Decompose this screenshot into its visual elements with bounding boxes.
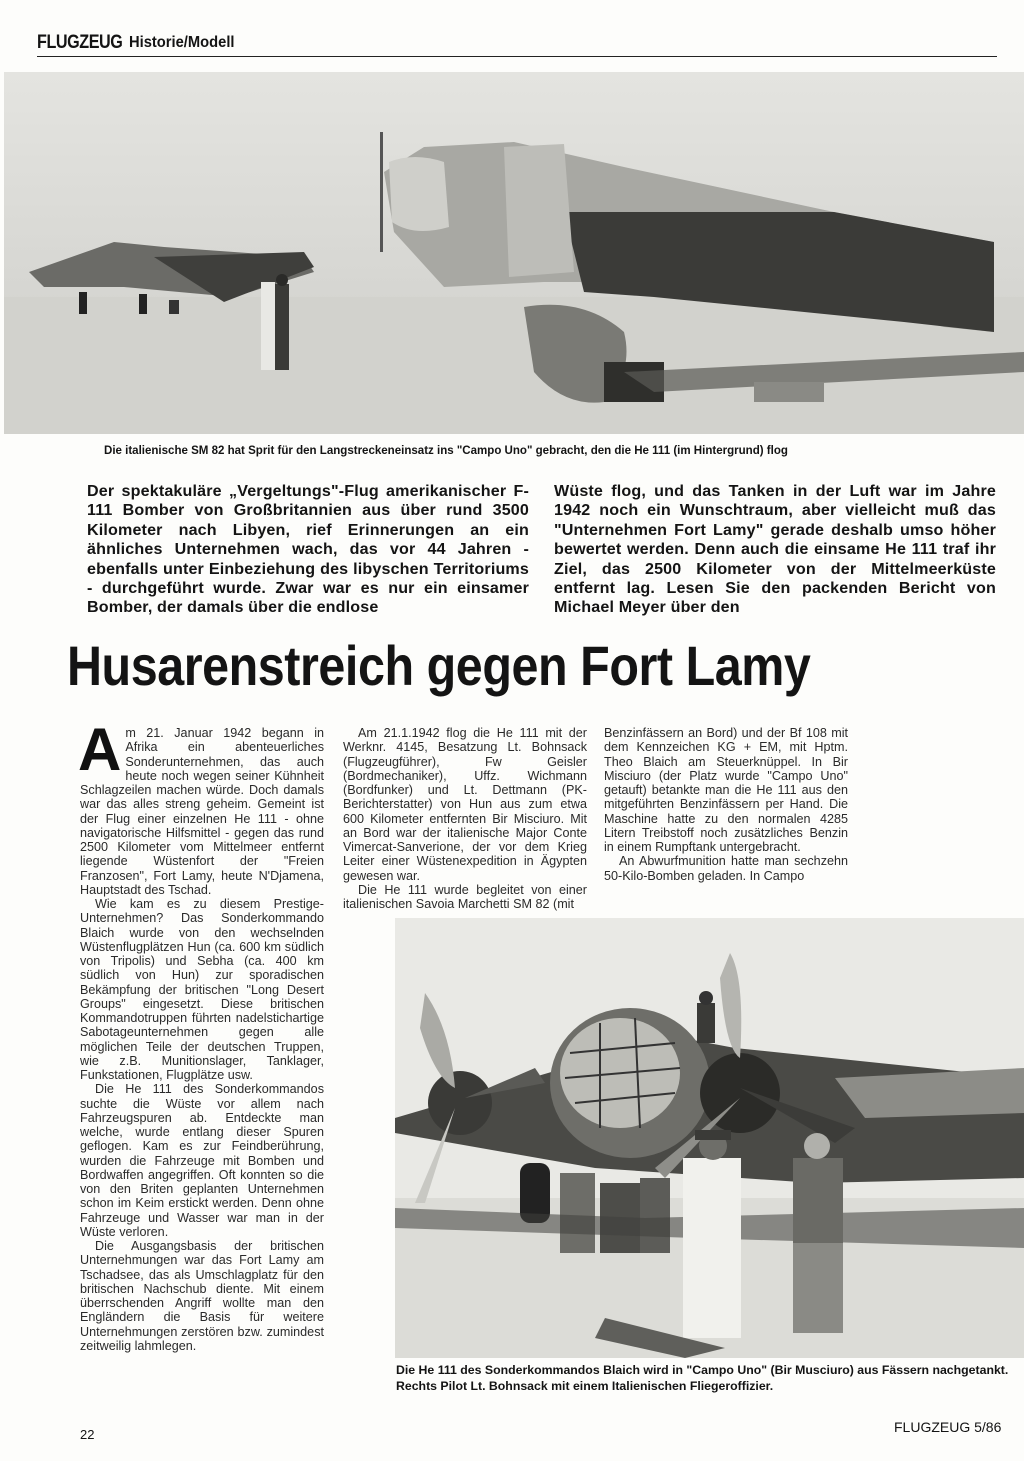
body-column-3 (604, 726, 848, 883)
section-label: Historie/Modell (129, 34, 235, 51)
body-paragraph: Die He 111 des Sonderkommandos suchte die Wüste vor allem nach Fahrzeugspuren ab. Entdeckte man welche, wurde entlang dieser Spuren geflogen. Kam es zur Feindberührung, wurden die Fahrzeuge mit Bomben und Bordwaffen angegriffen. Oft konnten so die von den Briten geplanten Unternehmen schon im Keim erstickt werden. Denn ohne Fahrzeuge und Wasser war man in der Wüste verloren. (80, 1082, 324, 1239)
body-column-1 (78, 716, 324, 1353)
body-paragraph: Benzinfässern an Bord) und der Bf 108 mit dem Kennzeichen KG + EM, mit Hptm. Theo Blaich am Steuerknüppel. In Bir Misciuro (der Platz wurde "Campo Uno" getauft) betankte man die He 111 aus den mitgeführten Benzinfässern per Hand. Die Maschine hatte zu den normalen 4285 Litern Treibstoff noch zusätzliches Benzin in einem Rumpftank untergebracht. (604, 726, 848, 854)
dropcap: A (78, 716, 122, 783)
page-header (37, 30, 997, 57)
body-paragraph: Wie kam es zu diesem Prestige-Unternehmen? Das Sonderkommando Blaich wurde von den wechselnden Wüstenflugplätzen Hun (ca. 600 km südlich von Tripolis) und Sebha (ca. 400 km südlich von Hun) zur sporadischen Bekämpfung der britischen "Long Desert Groups" eingesetzt. Diese britischen Kommandotruppen führten nadelstichartige Sabotageunternehmen gegen alle möglichen Teile der deutschen Truppen, wie z.B. Munitionslager, Tanklager, Funkstationen, Flugplätze usw. (80, 897, 324, 1082)
photo-sm82-illustration (4, 72, 1024, 434)
body-text: m 21. Januar 1942 begann in Afrika ein abenteuerliches Sonderunternehmen, das auch heute noch wegen seiner Kühnheit Schlagzeilen machen würde. Doch damals war das alles streng geheim. Gemeint ist der Flug einer einzelnen He 111 - ohne navigatorische Hilfsmittel - gegen das rund 2500 Kilometer vom Mittelmeer entfernt liegende Wüstenfort der "Freien Franzosen", Fort Lamy, heute N'Djamena, Hauptstadt des Tschad. (80, 726, 324, 897)
page-number: 22 (80, 1427, 95, 1442)
body-paragraph: Die Ausgangsbasis der britischen Unternehmungen war das Fort Lamy am Tschadsee, das als Umschlagplatz für den britischen Nachschub diente. Mit einem überrschenden Angriff wollte man den Engländern die Basis für weitere Unternehmungen zerstören bzw. zumindest zeitweilig lahmlegen. (80, 1239, 324, 1353)
body-column-2 (343, 726, 587, 911)
photo-he111-illustration (395, 918, 1024, 1358)
body-paragraph: Die He 111 wurde begleitet von einer italienischen Savoia Marchetti SM 82 (mit (343, 882, 587, 911)
photo-sm82-airfield (4, 72, 1024, 434)
intro-column-1: Der spektakuläre „Vergeltungs"-Flug amerikanischer F-111 Bomber von Großbritannien aus über rund 3500 Kilometer nach Libyen, rief Erinnerungen an ein ähnliches Unternehmen wach, das vor 44 Jahren - ebenfalls unter Einbeziehung des libyschen Territoriums - durchgeführt wurde. Zwar war es nur ein einsamer Bomber, der damals über die endlose (87, 482, 529, 617)
body-paragraph: Am 21.1.1942 flog die He 111 mit der Werknr. 4145, Besatzung Lt. Bohnsack (Flugzeugführer), Fw Geisler (Bordmechaniker), Uffz. Wichmann (Bordfunker) und Lt. Dettmann (PK-Berichterstatter) von Hun aus zum etwa 600 Kilometer entfernten Bir Misciuro. Mit an Bord war der italienische Major Conte Vimercat-Sanverione, der vor dem Krieg Leiter einer Wüstenexpedition in Ägypten gewesen war. (343, 726, 587, 883)
photo-he111-refuel (395, 918, 1024, 1358)
issue-label: FLUGZEUG 5/86 (894, 1419, 1002, 1435)
intro-column-2: Wüste flog, und das Tanken in der Luft war im Jahre 1942 noch ein Wunschtraum, aber vielleicht muß das "Unternehmen Fort Lamy" gerade deshalb umso höher bewertet werden. Denn auch die einsame He 111 traf ihr Ziel, das 2500 Kilometer von der Mittelmeerküste entfernt lag. Lesen Sie den packenden Bericht von Michael Meyer über den (554, 482, 996, 617)
photo-bottom-caption: Die He 111 des Sonderkommandos Blaich wird in "Campo Uno" (Bir Musciuro) aus Fässern nachgetankt. Rechts Pilot Lt. Bohnsack mit einem Italienischen Fliegeroffizier. (396, 1363, 1009, 1393)
magazine-logo: FLUGZEUG (37, 32, 123, 53)
photo-top-caption: Die italienische SM 82 hat Sprit für den Langstreckeneinsatz ins "Campo Uno" gebracht, den die He 111 (im Hintergrund) flog (104, 443, 788, 457)
body-paragraph: An Abwurfmunition hatte man sechzehn 50-Kilo-Bomben geladen. In Campo (604, 854, 848, 883)
body-paragraph (78, 716, 324, 897)
article-headline: Husarenstreich gegen Fort Lamy (67, 634, 811, 697)
